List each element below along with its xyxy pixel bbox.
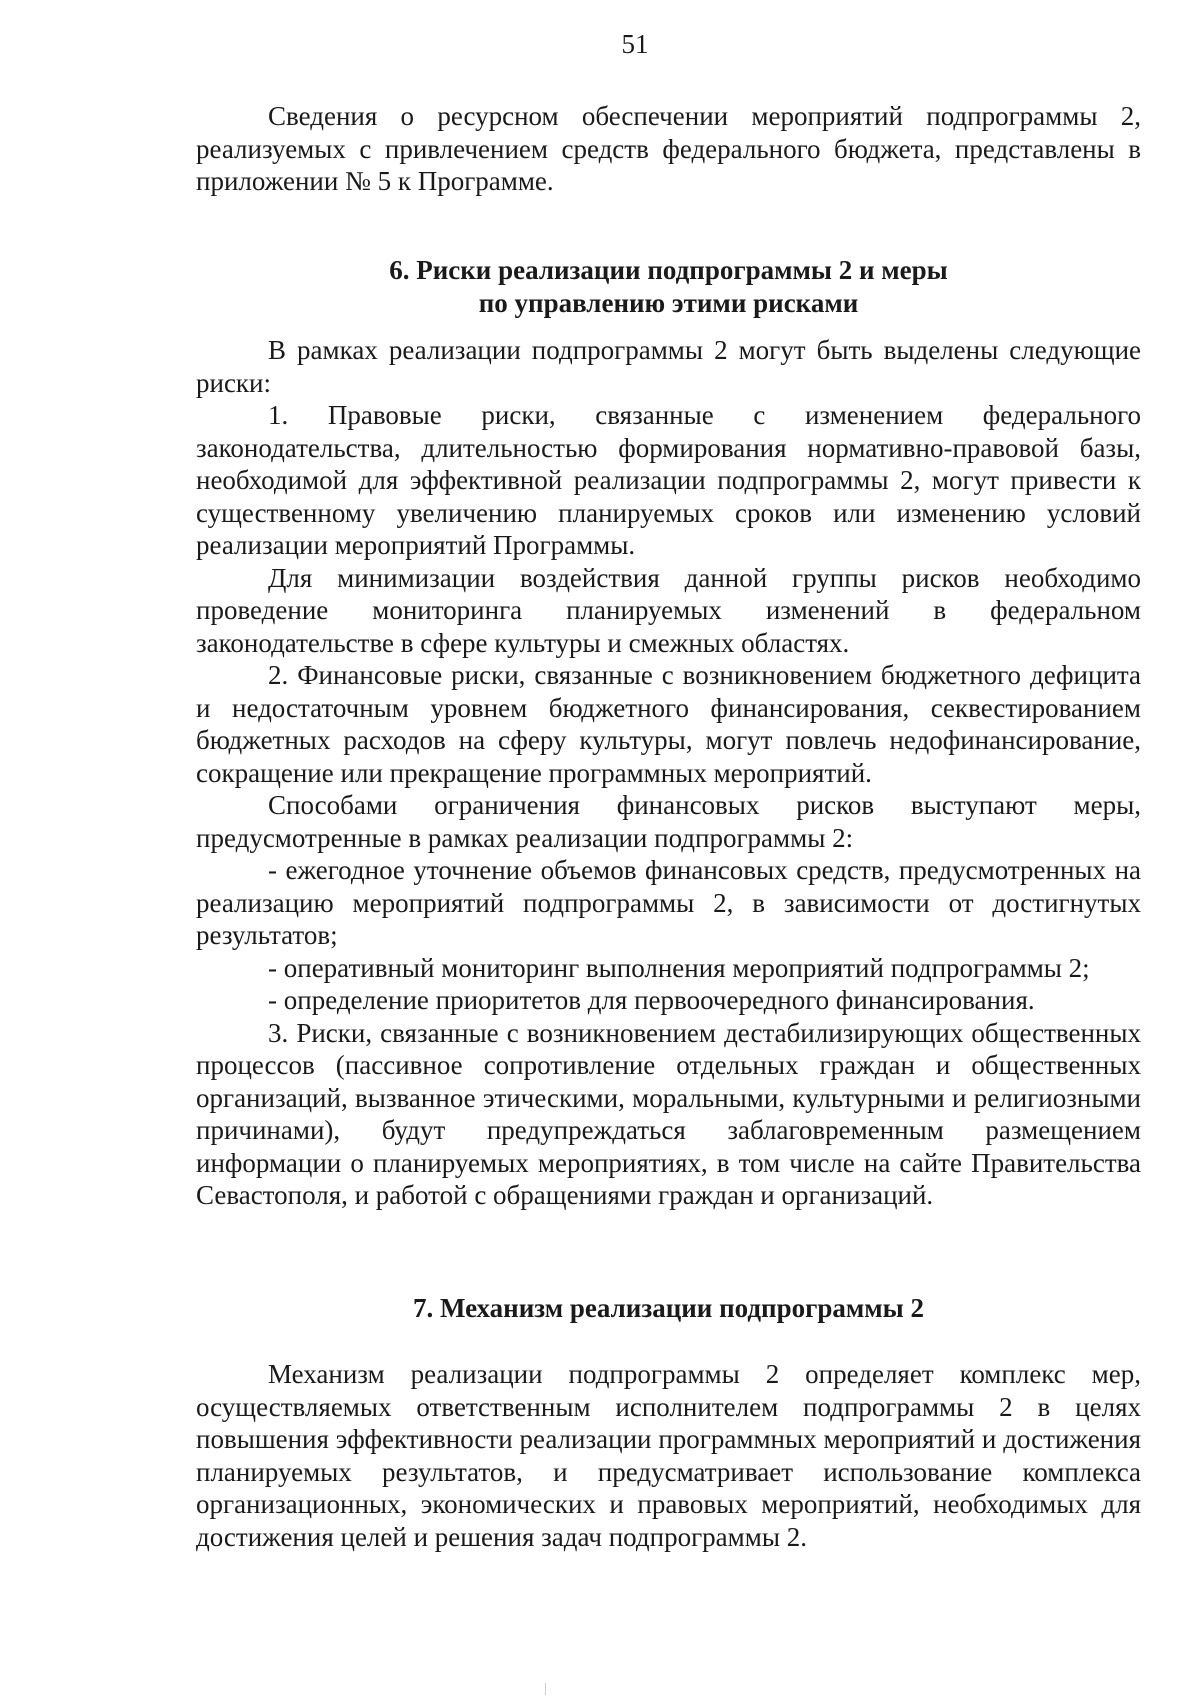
scan-artifact (545, 1683, 546, 1695)
section-6-list-item: - ежегодное уточнение объемов финансовых средств, предусмотренных на реализацию мероприятий подпрограммы 2, в зависимости от достигнутых результатов; (196, 855, 1141, 950)
intro-block (196, 100, 1141, 198)
section-6-paragraph: 2. Финансовые риски, связанные с возникновением бюджетного дефицита и недостаточным уровнем бюджетного финансирования, секвестированием бюджетных расходов на сферу культуры, могут повлечь недофинансирование, сокращение или прекращение программных мероприятий. (196, 660, 1141, 788)
section-6 (196, 254, 1141, 319)
section-7-title: 7. Механизм реализации подпрограммы 2 (412, 1293, 925, 1323)
section-6-title-line-2: по управлению этими рисками (478, 287, 859, 318)
section-6-paragraph: Способами ограничения финансовых рисков выступают меры, предусмотренные в рамках реализации подпрограммы 2: (196, 790, 1141, 853)
section-6-paragraph: 1. Правовые риски, связанные с изменением федерального законодательства, длительностью формирования нормативно-правовой базы, необходимой для эффективной реализации подпрограммы 2, могут привести к существенному увеличению планируемых сроков или изменению условий реализации мероприятий Программы. (196, 400, 1141, 560)
section-6-list-item: - определение приоритетов для первоочередного финансирования. (268, 985, 1035, 1015)
section-6-list-item: - оперативный мониторинг выполнения мероприятий подпрограммы 2; (268, 952, 1090, 983)
section-7-body (196, 1358, 1141, 1553)
section-6-paragraph: Для минимизации воздействия данной группы рисков необходимо проведение мониторинга планируемых изменений в федеральном законодательстве в сфере культуры и смежных областях. (196, 562, 1141, 658)
section-6-paragraph: В рамках реализации подпрограммы 2 могут быть выделены следующие риски: (196, 335, 1141, 398)
section-6-body (196, 334, 1141, 1212)
section-6-title (196, 254, 1141, 319)
section-7 (196, 1292, 1141, 1325)
intro-paragraph: Сведения о ресурсном обеспечении мероприятий подпрограммы 2, реализуемых с привлечением средств федерального бюджета, представлены в приложении № 5 к Программе. (196, 101, 1141, 196)
page-number: 51 (621, 29, 649, 59)
section-6-title-line-1: 6. Риски реализации подпрограммы 2 и меры (389, 255, 948, 285)
section-6-paragraph: 3. Риски, связанные с возникновением дестабилизирующих общественных процессов (пассивное сопротивление отдельных граждан и общественных организаций, вызванное этическими, моральными, культурными и религиозными причинами), будут предупреждаться заблаговременным размещением информации о планируемых мероприятиях, в том числе на сайте Правительства Севастополя, и работой с обращениями граждан и организаций. (196, 1017, 1141, 1210)
section-7-paragraph: Механизм реализации подпрограммы 2 определяет комплекс мер, осуществляемых ответственным исполнителем подпрограммы 2 в целях повышения эффективности реализации программных мероприятий и достижения планируемых результатов, и предусматривает использование комплекса организационных, экономических и правовых мероприятий, необходимых для достижения целей и решения задач подпрограммы 2. (196, 1359, 1141, 1552)
